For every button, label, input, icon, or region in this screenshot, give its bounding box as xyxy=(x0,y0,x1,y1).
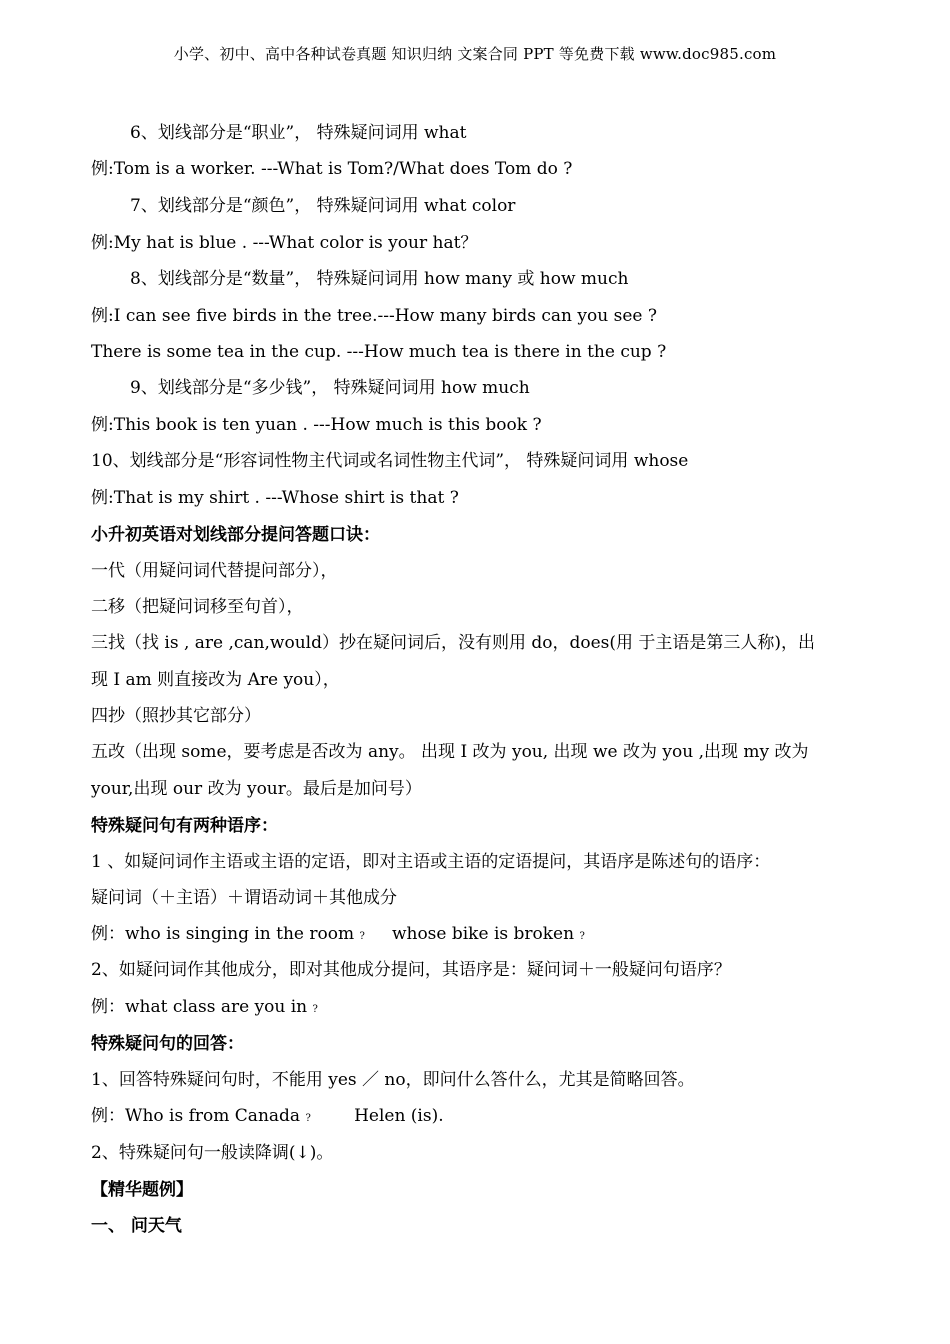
section-heading-answer: 特殊疑问句的回答： xyxy=(91,1034,244,1054)
mnemonic-3b: 现 I am 则直接改为 Are you）， xyxy=(91,670,340,690)
word-order-1-example: 例：who is singing in the room ? whose bike is broken ? xyxy=(91,924,585,944)
answer-1-example: 例：Who is from Canada ? Helen (is). xyxy=(91,1106,444,1126)
rule-10: 10、划线部分是“形容词性物主代词或名词性物主代词”， 特殊疑问词用 whose xyxy=(91,451,689,471)
mnemonic-4: 四抄（照抄其它部分） xyxy=(91,706,261,726)
example-8a: 例:I can see five birds in the tree.---How many birds can you see ? xyxy=(91,306,657,326)
example-7: 例:My hat is blue . ---What color is your hat？ xyxy=(91,233,478,253)
mnemonic-5a: 五改（出现 some，要考虑是否改为 any。 出现 I 改为 you, 出现 we 改为 you ,出现 my 改为 xyxy=(91,742,809,762)
example-8b: There is some tea in the cup. ---How much tea is there in the cup ? xyxy=(91,342,667,362)
rule-6: 6、划线部分是“职业”， 特殊疑问词用 what xyxy=(130,123,467,143)
mnemonic-2: 二移（把疑问词移至句首）， xyxy=(91,597,304,617)
word-order-2: 2、如疑问词作其他成分，即对其他成分提问，其语序是：疑问词＋一般疑问句语序？ xyxy=(91,960,731,980)
answer-2: 2、特殊疑问句一般读降调(↓)。 xyxy=(91,1143,334,1163)
rule-7: 7、划线部分是“颜色”， 特殊疑问词用 what color xyxy=(130,196,516,216)
mnemonic-1: 一代（用疑问词代替提问部分）， xyxy=(91,561,338,581)
section-heading-examples: 【精华题例】 xyxy=(91,1180,193,1200)
section-heading-mnemonic: 小升初英语对划线部分提问答题口诀： xyxy=(91,525,380,545)
mnemonic-5b: your,出现 our 改为 your。最后是加问号） xyxy=(91,779,422,799)
word-order-1: 1 、如疑问词作主语或主语的定语，即对主语或主语的定语提问，其语序是陈述句的语序： xyxy=(91,852,771,872)
word-order-1-formula: 疑问词（＋主语）＋谓语动词＋其他成分 xyxy=(91,888,397,908)
subsection-weather: 一、 问天气 xyxy=(91,1216,182,1236)
section-heading-word-order: 特殊疑问句有两种语序： xyxy=(91,816,278,836)
page-header: 小学、初中、高中各种试卷真题 知识归纳 文案合同 PPT 等免费下载 www.doc985.com xyxy=(173,45,777,63)
answer-1: 1、回答特殊疑问句时，不能用 yes ／ no，即问什么答什么，尤其是简略回答。 xyxy=(91,1070,695,1090)
example-10: 例:That is my shirt . ---Whose shirt is that ? xyxy=(91,488,459,508)
mnemonic-3a: 三找（找 is , are ,can,would）抄在疑问词后，没有则用 do，does(用 于主语是第三人称)，出 xyxy=(91,633,816,653)
word-order-2-example: 例：what class are you in ? xyxy=(91,997,318,1017)
example-9: 例:This book is ten yuan . ---How much is this book ? xyxy=(91,415,542,435)
rule-8: 8、划线部分是“数量”， 特殊疑问词用 how many 或 how much xyxy=(130,269,629,289)
rule-9: 9、划线部分是“多少钱”， 特殊疑问词用 how much xyxy=(130,378,530,398)
example-6: 例:Tom is a worker. ---What is Tom?/What does Tom do ? xyxy=(91,159,573,179)
